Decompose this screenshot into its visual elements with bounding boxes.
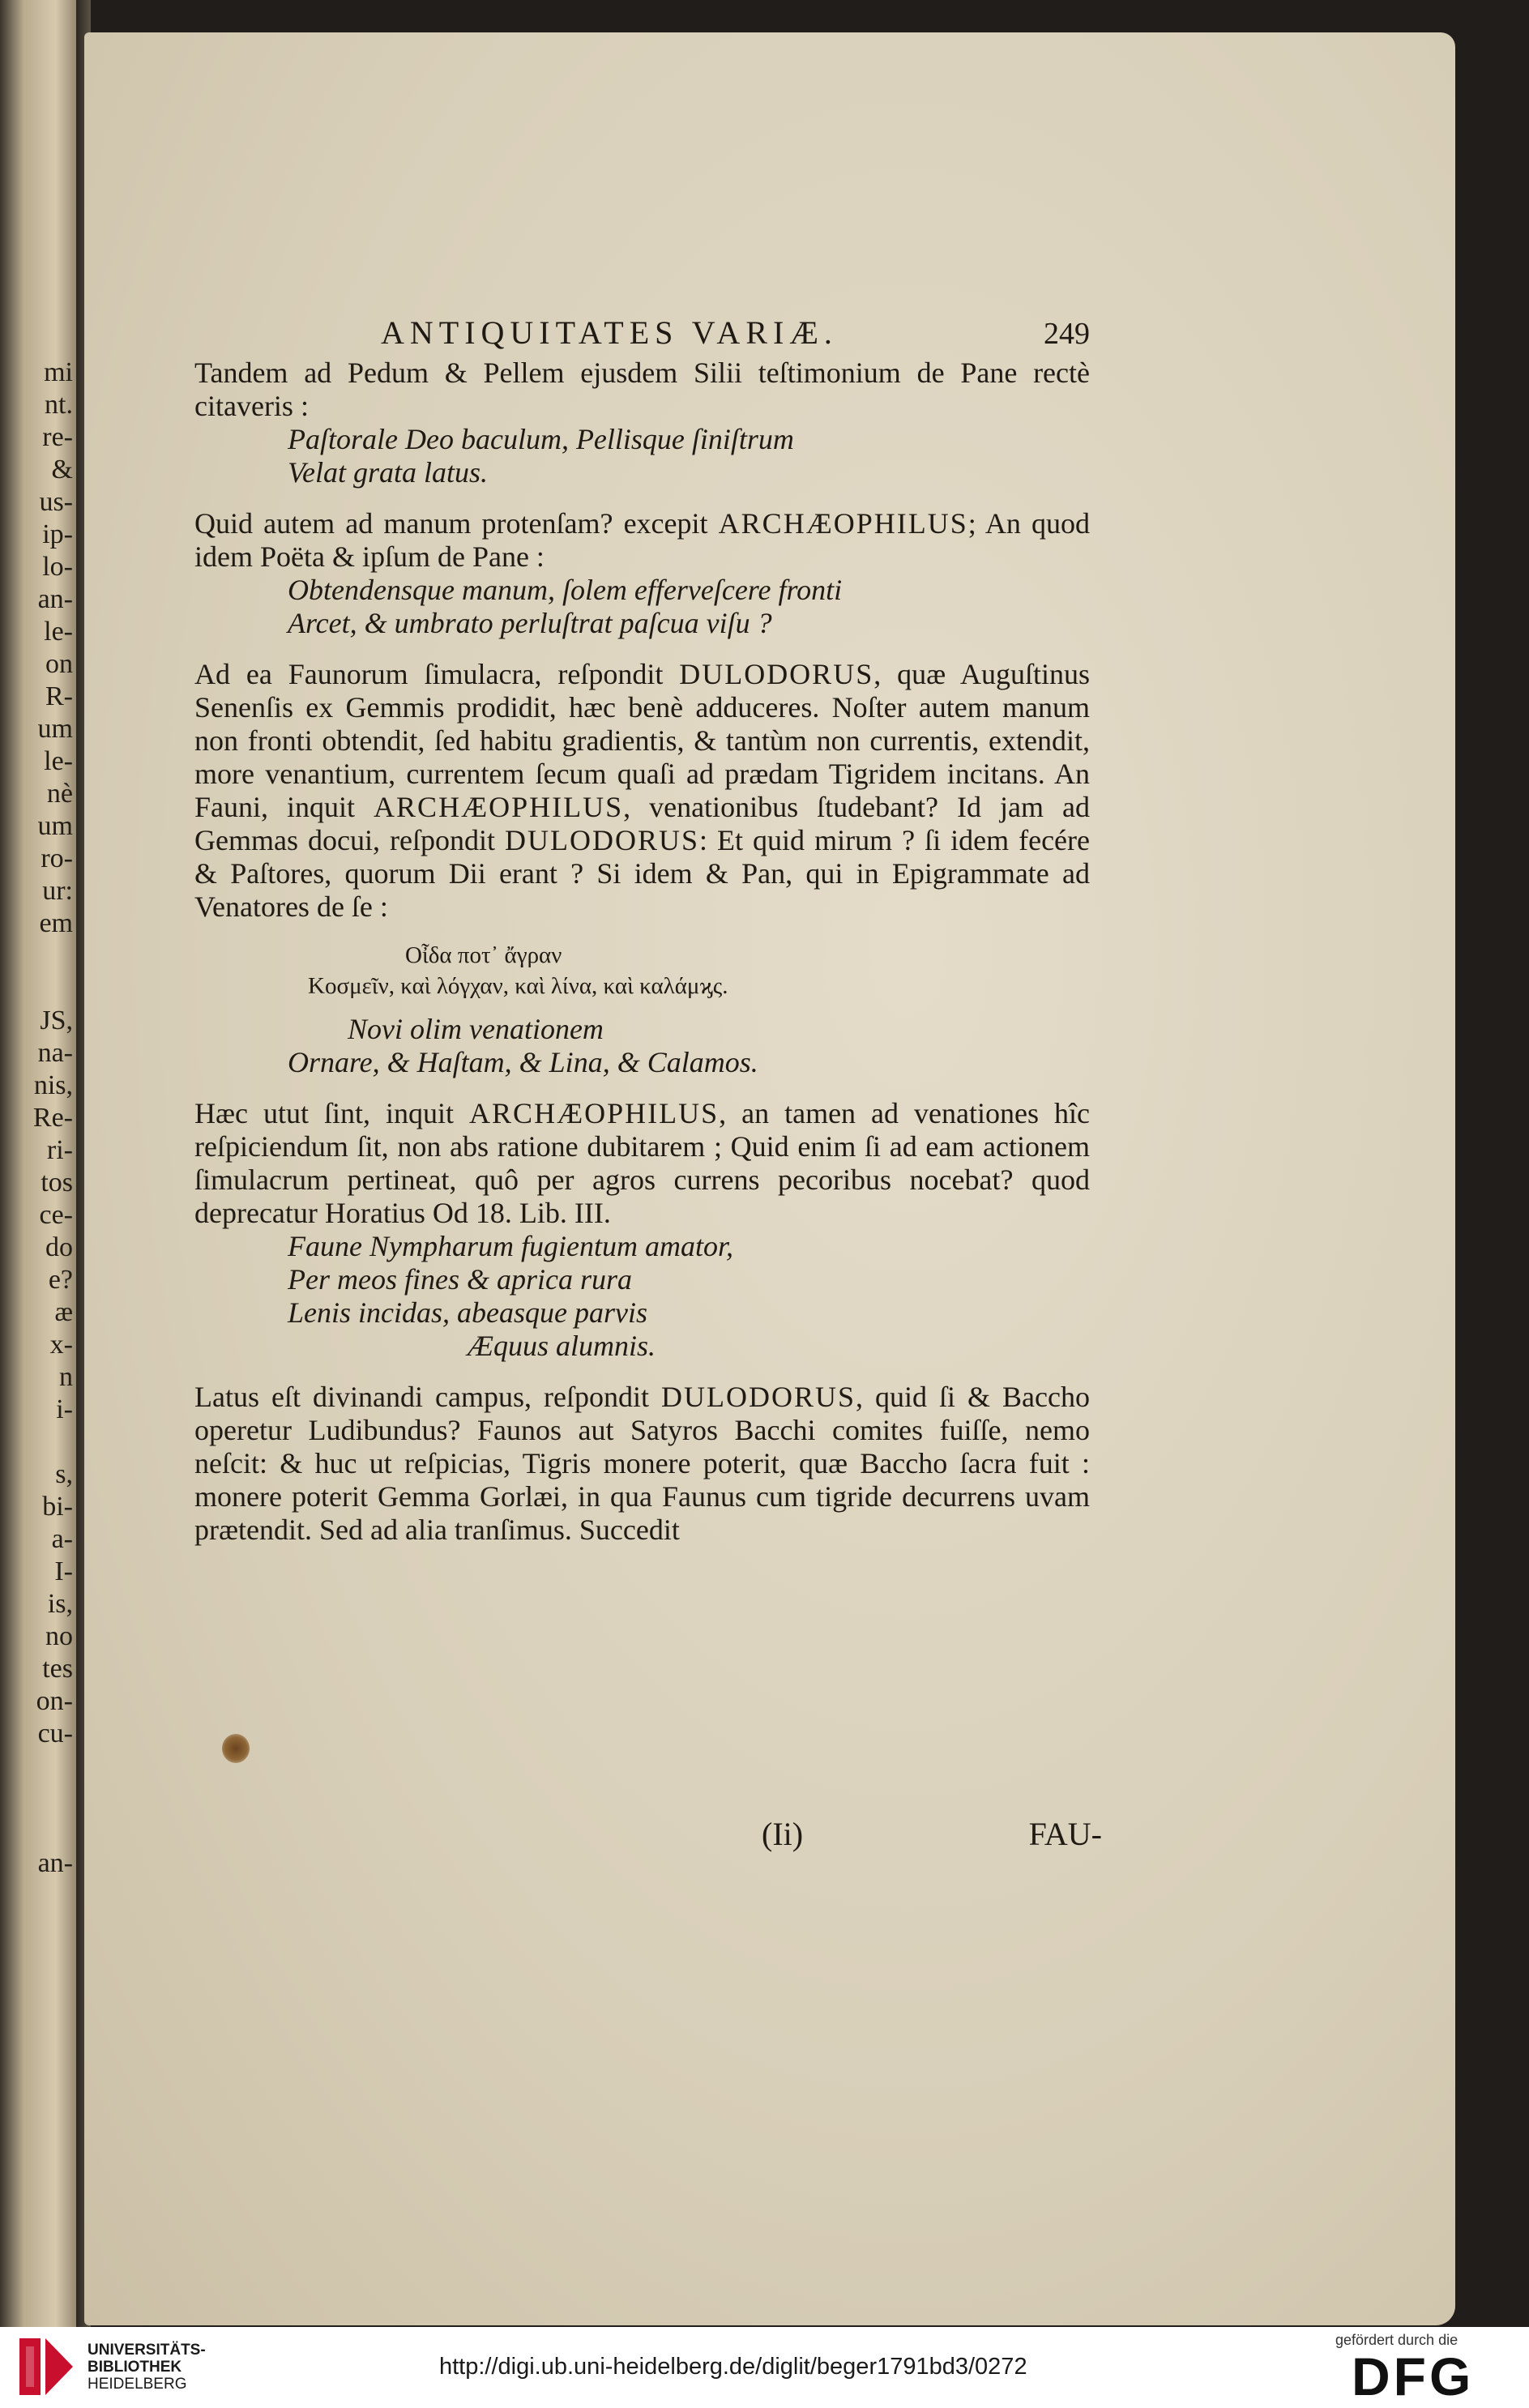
text-run: ; An quod idem Poëta & ipſum de Pane :	[194, 507, 1091, 573]
running-header	[194, 316, 1090, 355]
verse-line: Faune Nympharum fugientum amator,	[288, 1230, 733, 1262]
text-run: , an tamen ad venationes hîc reſpiciendum ſit, non abs ratione dubitarem ; Quid enim ſi ad eam actionem ſimulacrum pertineat, quô per agros currens pecoribus nocebat? quod deprecatur Horatius Od 18. Lib. III.	[194, 1097, 1090, 1229]
speaker-name: DULODORUS	[660, 1381, 856, 1413]
left-page-fragment: tos	[41, 1168, 73, 1198]
left-page-fragment: cu-	[37, 1718, 73, 1748]
left-page-fragment: e?	[48, 1265, 73, 1295]
left-page-fragment: um	[37, 811, 73, 841]
left-page-fragment: i-	[56, 1394, 73, 1424]
paragraph-5	[194, 1381, 1090, 1547]
left-page-fragment: em	[39, 908, 73, 938]
left-page-fragment: us-	[39, 487, 73, 517]
left-page-fragment: ip-	[42, 519, 73, 549]
left-page-fragment: I-	[54, 1556, 73, 1586]
left-page-fragment: lo-	[42, 552, 73, 582]
ink-stain	[222, 1734, 250, 1763]
left-page-fragment	[0, 1815, 78, 1847]
speaker-name: ARCHÆOPHILUS	[469, 1097, 720, 1129]
left-page-fragment: on	[45, 649, 73, 679]
left-page-fragment	[0, 1750, 78, 1783]
left-page-fragment: ri-	[46, 1135, 73, 1165]
left-page-fragment: no	[45, 1621, 73, 1651]
text-run: , quid ſi & Baccho operetur Ludibundus? Faunos aut Satyros Bacchi comites fuiſſe, nemo neſcit: & huc ut reſpicias, Tigris monere poterit, quæ Baccho ſacra fuit : monere poterit Gemma Gorlæi, in qua Faunus cum tigride decurrens uvam prætendit. Sed ad alia tranſimus. Succedit	[194, 1381, 1090, 1546]
left-page-fragment: le-	[44, 746, 73, 776]
left-page-fragment: JS,	[40, 1005, 73, 1035]
page-text	[194, 316, 1090, 1547]
institution-line: BIBLIOTHEK	[88, 2359, 182, 2376]
paragraph-3	[194, 658, 1090, 924]
left-page-fragment: tes	[42, 1654, 73, 1684]
left-page-fragment	[0, 1783, 78, 1815]
left-page-fragment: x-	[49, 1330, 73, 1360]
verse-1	[288, 423, 1090, 489]
verse-line: Arcet, & umbrato perluſtrat paſcua viſu ?	[288, 607, 772, 639]
permalink-url[interactable]: http://digi.ub.uni-heidelberg.de/diglit/beger1791bd3/0272	[439, 2354, 1027, 2380]
left-page-fragment: Re-	[32, 1103, 73, 1133]
verse-3	[288, 1013, 1090, 1079]
paragraph-1: Tandem ad Pedum & Pellem ejusdem Silii teſtimonium de Pane rectè citaveris :	[194, 357, 1090, 422]
left-page-fragment: æ	[54, 1297, 73, 1327]
left-page-fragment: n	[59, 1362, 73, 1392]
paragraph-2	[194, 507, 1090, 574]
funded-by-label: gefördert durch die	[1335, 2332, 1459, 2348]
university-logo-icon	[18, 2335, 75, 2398]
left-page-fragment: mi	[44, 357, 73, 387]
text-run: Hæc utut ſint, inquit	[194, 1097, 455, 1129]
greek-line: Κοσμεῖν, καὶ λόγχαν, καὶ λίνα, καὶ καλάμϗς.	[308, 973, 728, 999]
verse-line: Obtendensque manum, ſolem efferveſcere fronti	[288, 574, 843, 606]
page-number: 249	[1044, 317, 1090, 351]
catchword: FAU-	[1028, 1816, 1102, 1852]
left-page-fragment: do	[45, 1232, 73, 1262]
verse-2	[288, 574, 1090, 640]
text-run: Latus eſt divinandi campus, reſpondit	[194, 1381, 649, 1413]
dfg-logo: DFG	[1352, 2346, 1475, 2406]
left-page-fragment: re-	[42, 422, 73, 452]
left-page-fragment: um	[37, 714, 73, 744]
verse-line: Per meos fines & aprica rura	[288, 1263, 632, 1296]
text-run: : Et quid mirum ? ſi idem fecére & Paſtores, quorum Dii erant ? Si idem & Pan, qui in Epigrammate ad Venatores de ſe :	[194, 824, 1091, 923]
left-page-fragment: nè	[46, 779, 73, 809]
text-run: Ad ea Faunorum ſimulacra, reſpondit	[194, 658, 664, 690]
left-page-fragment: ur:	[42, 876, 73, 906]
left-page-fragment: bi-	[42, 1492, 73, 1522]
verse-line: Novi olim venationem	[348, 1013, 604, 1045]
left-page-fragment: ce-	[39, 1200, 73, 1230]
left-page-fragment: nis,	[33, 1070, 73, 1100]
institution-name	[88, 2342, 206, 2393]
left-page-fragment: nt.	[45, 390, 73, 420]
speaker-name: ARCHÆOPHILUS	[374, 791, 624, 823]
left-page-fragment: an-	[37, 584, 73, 614]
running-title: ANTIQUITATES VARIÆ.	[381, 314, 838, 351]
left-page-fragment: a-	[51, 1524, 73, 1554]
verse-line: Velat grata latus.	[288, 456, 489, 489]
left-page-fragment: an-	[37, 1848, 73, 1878]
left-page-fragment: &	[51, 455, 73, 485]
verse-line: Lenis incidas, abeasque parvis	[288, 1296, 647, 1329]
left-page-fragment: on-	[36, 1686, 73, 1716]
text-run: , venationibus ſtudebant? Id jam ad Gemmas docui, reſpondit	[194, 791, 1091, 856]
speaker-name: DULODORUS	[505, 824, 700, 856]
paragraph-4	[194, 1097, 1090, 1230]
text-run: Quid autem ad manum protenſam? excepit	[194, 507, 708, 540]
left-page-fragment: R-	[45, 681, 73, 711]
left-page-fragment: le-	[44, 617, 73, 647]
greek-line: Οἶδα ποτ᾽ ἄγραν	[405, 942, 562, 968]
speaker-name: DULODORUS	[679, 658, 874, 690]
page-footer	[762, 1815, 1102, 1864]
left-page-fragment: na-	[37, 1038, 73, 1068]
speaker-name: ARCHÆOPHILUS	[718, 507, 968, 540]
left-page-edge	[0, 0, 79, 2327]
signature-mark: (Ii)	[762, 1816, 804, 1852]
verse-line: Æquus alumnis.	[468, 1330, 656, 1362]
institution-line: UNIVERSITÄTS-	[88, 2342, 206, 2359]
left-page-fragment	[0, 1426, 78, 1458]
left-page-fragment: is,	[47, 1589, 73, 1619]
left-page-fragment: s,	[55, 1459, 73, 1489]
left-page-fragment	[0, 972, 78, 1005]
verse-4	[288, 1230, 1090, 1363]
left-page-fragments	[0, 357, 78, 1880]
text-run: , quæ Auguſtinus Senenſis ex Gemmis prodidit, hæc benè adduceres. Noſter autem manum non fronti obtendit, ſed habitu gradientis, & tantùm non currentis, extendit, more venantium, currentem ſecum quaſi ad prædam Tigridem incitans. An Fauni, inquit	[194, 658, 1090, 823]
verse-line: Ornare, & Haſtam, & Lina, & Calamos.	[288, 1046, 758, 1078]
institution-line: HEIDELBERG	[88, 2376, 187, 2393]
left-page-fragment	[0, 940, 78, 972]
left-page-fragment: ro-	[41, 843, 73, 873]
verse-line: Paſtorale Deo baculum, Pellisque ſiniſtrum	[288, 423, 794, 455]
greek-quote	[308, 940, 1090, 1001]
